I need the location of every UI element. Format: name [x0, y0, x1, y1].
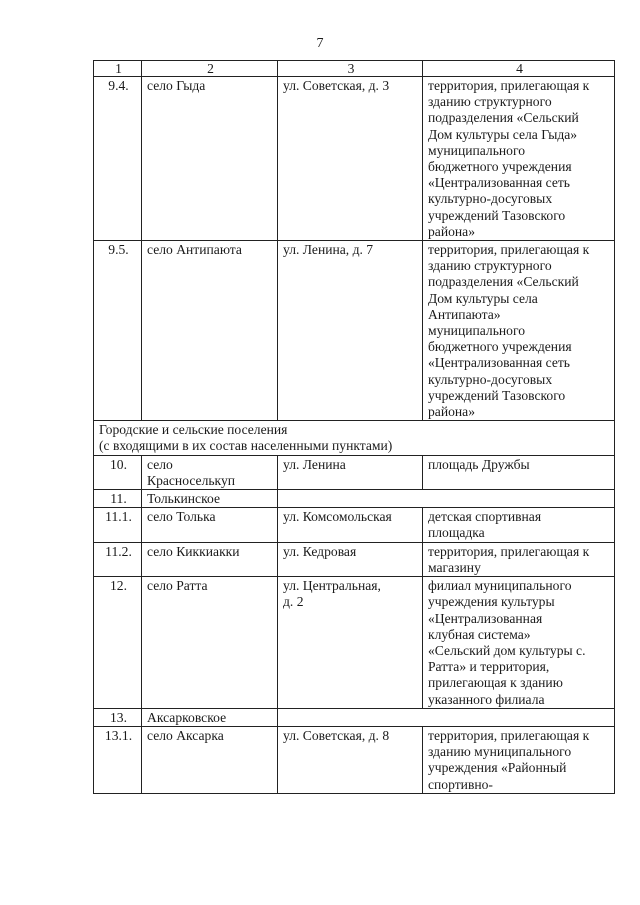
group-empty: [278, 490, 615, 508]
row-location: территория, прилегающая к зданию структурного подразделения «Сельский Дом культуры села Гыда» муниципального бюджетного учреждения «Централизованная сеть культурно-досуговых учреждений Тазовского района»: [423, 77, 615, 241]
row-street: ул. Советская, д. 8: [278, 726, 423, 793]
row-location: территория, прилегающая к зданию муниципального учреждения «Районный спортивно-: [423, 726, 615, 793]
row-number: 9.5.: [94, 241, 142, 421]
row-location: филиал муниципального учреждения культуры «Централизованная клубная система» «Сельский дом культуры с. Ратта» и территория, прилегающая к зданию указанного филиала: [423, 577, 615, 709]
row-location: площадь Дружбы: [423, 455, 615, 489]
table-row: [94, 508, 615, 542]
row-number: 12.: [94, 577, 142, 709]
page-number: 7: [316, 36, 324, 51]
row-location: детская спортивная площадка: [423, 508, 615, 542]
group-row: [94, 708, 615, 726]
row-number: 11.2.: [94, 542, 142, 576]
settlements-table: [93, 60, 615, 794]
header-cell-1: 1: [94, 61, 142, 77]
group-empty: [278, 708, 615, 726]
row-place: село Красноселькуп: [142, 455, 278, 489]
row-street: ул. Ленина: [278, 455, 423, 489]
header-cell-2: 2: [142, 61, 278, 77]
section-heading: Городские и сельские поселения (с входящими в их состав населенными пунктами): [94, 421, 615, 455]
row-place: село Антипаюта: [142, 241, 278, 421]
group-number: 11.: [94, 490, 142, 508]
section-heading-row: [94, 421, 615, 455]
header-cell-4: 4: [423, 61, 615, 77]
row-place: село Гыда: [142, 77, 278, 241]
header-cell-3: 3: [278, 61, 423, 77]
row-number: 13.1.: [94, 726, 142, 793]
row-street: ул. Кедровая: [278, 542, 423, 576]
row-street: ул. Ленина, д. 7: [278, 241, 423, 421]
table-row: [94, 77, 615, 241]
group-name: Толькинское: [142, 490, 278, 508]
table-row: [94, 455, 615, 489]
table-row: [94, 577, 615, 709]
table-header-row: [94, 61, 615, 77]
row-place: село Аксарка: [142, 726, 278, 793]
row-place: село Ратта: [142, 577, 278, 709]
group-number: 13.: [94, 708, 142, 726]
row-street: ул. Комсомольская: [278, 508, 423, 542]
table-row: [94, 542, 615, 576]
row-street: ул. Центральная, д. 2: [278, 577, 423, 709]
row-place: село Киккиакки: [142, 542, 278, 576]
group-name: Аксарковское: [142, 708, 278, 726]
row-location: территория, прилегающая к магазину: [423, 542, 615, 576]
row-number: 9.4.: [94, 77, 142, 241]
row-location: территория, прилегающая к зданию структурного подразделения «Сельский Дом культуры села Антипаюта» муниципального бюджетного учреждения «Централизованная сеть культурно-досуговых учреждений Тазовского района»: [423, 241, 615, 421]
group-row: [94, 490, 615, 508]
row-place: село Толька: [142, 508, 278, 542]
row-number: 11.1.: [94, 508, 142, 542]
table-row: [94, 241, 615, 421]
row-street: ул. Советская, д. 3: [278, 77, 423, 241]
row-number: 10.: [94, 455, 142, 489]
table-row: [94, 726, 615, 793]
